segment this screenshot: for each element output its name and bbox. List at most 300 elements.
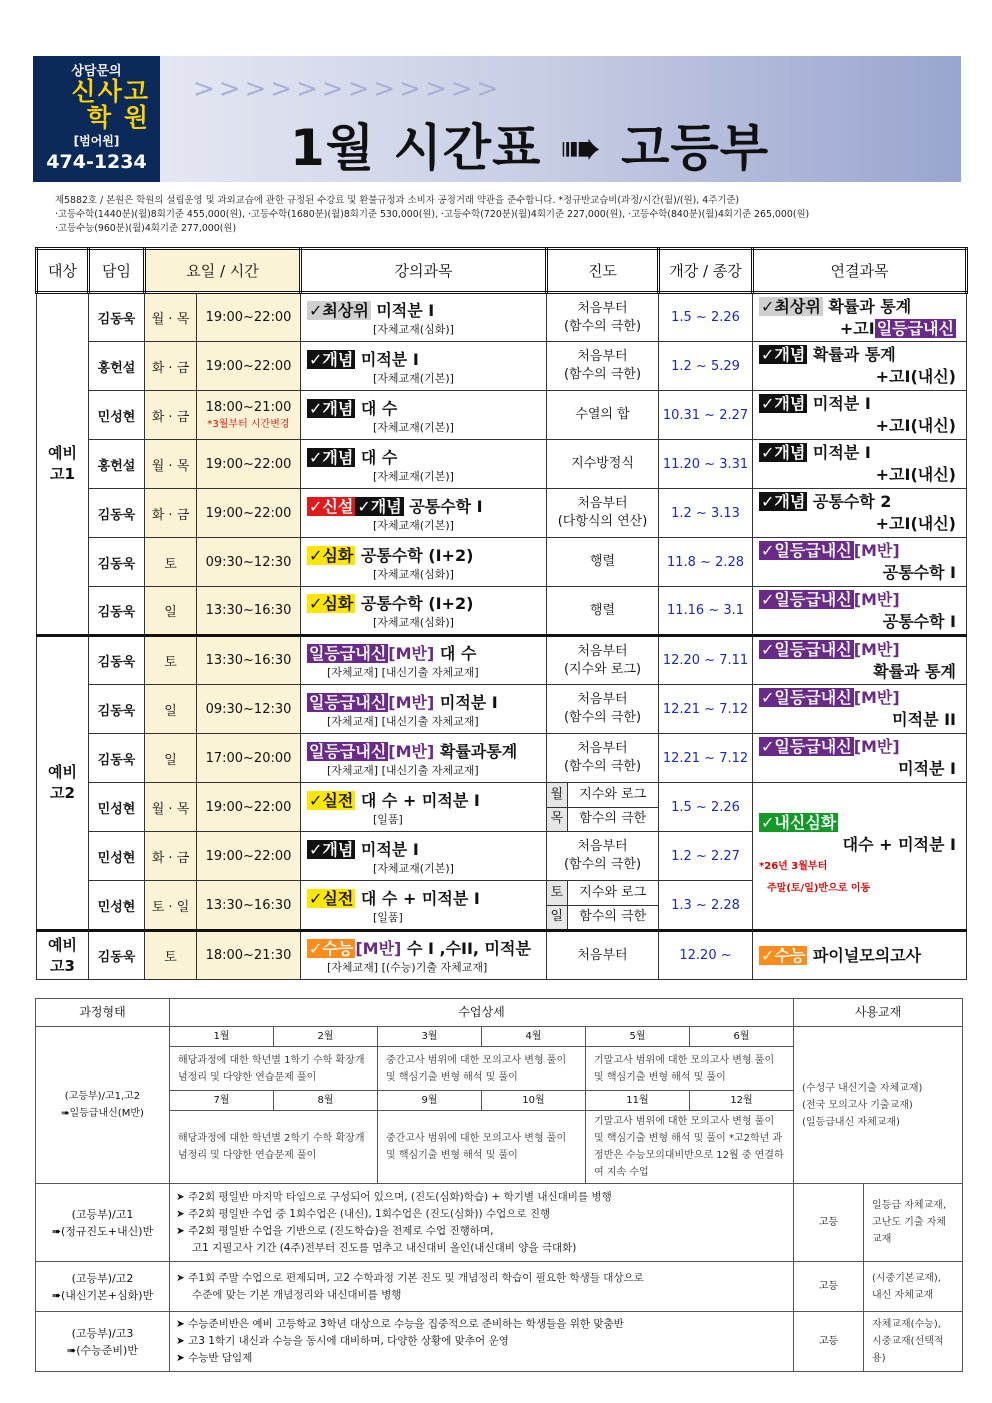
subject-book: [자체교재(심화)] <box>373 616 454 629</box>
teacher: 민성현 <box>89 391 145 440</box>
tag-m: [M반] <box>388 741 435 761</box>
course-name: (고등부)/고2 ➠(내신기본+심화)반 <box>36 1262 170 1312</box>
month: 8월 <box>274 1091 378 1111</box>
header-teacher: 담임 <box>89 249 145 293</box>
schedule-row <box>37 587 967 636</box>
subject-title <box>307 347 546 370</box>
course-level: 고등 <box>794 1312 864 1372</box>
header-subject: 강의과목 <box>301 249 547 293</box>
time-text: 13:30~16:30 <box>205 897 292 913</box>
link-sub-text: 확률과 통계 <box>873 661 956 681</box>
course-name: (고등부)/고3 ➠(수능준비)반 <box>36 1312 170 1372</box>
progress: 수열의 합 <box>547 391 659 440</box>
time <box>197 391 301 440</box>
link-tag: ✓개념 <box>761 492 806 511</box>
notice-line: 제5882호 / 본원은 학원의 설립운영 및 과외교습에 관한 규정된 수강료 및 환불규정과 소비자 공정거래 약관을 준수합니다. *정규반교습비(과정/시간(월)/(원), 4주기준) <box>55 195 740 206</box>
link-tag: ✓개념 <box>761 394 806 413</box>
subject-tag: ✓수능 <box>309 939 354 958</box>
schedule-row <box>37 931 967 980</box>
logo-line2: 신사고 <box>71 77 150 106</box>
link-tag-line <box>759 491 966 513</box>
subject <box>301 734 547 783</box>
dates: 1.3 ~ 2.28 <box>659 881 753 931</box>
link-subject <box>753 587 967 636</box>
day: 화 · 금 <box>145 342 197 391</box>
link-tag-line <box>759 540 966 562</box>
month-detail: 중간고사 범위에 대한 모의고사 변형 풀이 및 핵심기출 변형 해석 및 풀이 <box>378 1047 586 1091</box>
subject-book: [자체교재(기본)] <box>373 420 454 434</box>
progress-text: 지수와 로그 <box>567 783 658 807</box>
schedule-row <box>37 734 967 783</box>
link-tag-line <box>759 442 966 464</box>
header-course-detail: 수업상세 <box>170 999 794 1027</box>
link-sub-text: 미적분 II <box>892 710 956 729</box>
course-name: (고등부)/고1,고2 ➠일등급내신(M반) <box>36 1027 170 1184</box>
link-tag-line <box>759 736 966 758</box>
subject-name: 공통수학 I <box>403 496 483 516</box>
time-text: 17:00~20:00 <box>205 750 292 766</box>
link-sub <box>759 611 966 633</box>
dates: 12.20 ~ 7.11 <box>659 636 753 685</box>
schedule-row <box>37 440 967 489</box>
group-label: 예비 고1 <box>37 293 89 636</box>
subject-book: [자체교재(기본)] <box>373 371 454 385</box>
link-tag: ✓일등급내신 <box>761 737 852 756</box>
time-text: 09:30~12:30 <box>205 701 292 717</box>
link-tag: ✓일등급내신 <box>761 688 852 707</box>
link-tag-line <box>759 344 966 366</box>
time <box>197 783 301 832</box>
month-detail: 해당과정에 대한 학년별 1학기 수학 확장개념정리 및 다양한 연습문제 풀이 <box>170 1047 378 1091</box>
day: 일 <box>145 685 197 734</box>
link-subject <box>753 685 967 734</box>
subject-name: 확률과통계 <box>434 741 518 761</box>
day: 토 <box>145 636 197 685</box>
course-level: 고등 <box>794 1184 864 1262</box>
course-bullets <box>170 1262 794 1312</box>
progress-day: 일 <box>547 905 567 929</box>
subject-book: [자체교재] [내신기출 자체교재] <box>327 763 479 777</box>
month: 11월 <box>586 1091 690 1111</box>
subject <box>301 538 547 587</box>
link-name: 미적분 I <box>807 443 871 462</box>
dates: 12.21 ~ 7.12 <box>659 734 753 783</box>
month: 1월 <box>170 1027 274 1047</box>
dates: 12.20 ~ <box>659 931 753 980</box>
month: 12월 <box>690 1091 794 1111</box>
day: 일 <box>145 587 197 636</box>
subject-name: 미적분 I <box>434 692 498 712</box>
time <box>197 832 301 881</box>
time <box>197 636 301 685</box>
teacher: 김동욱 <box>89 489 145 538</box>
subject <box>301 293 547 342</box>
header-progress: 진도 <box>547 249 659 293</box>
link-sub-text: 미적분 I <box>898 759 956 778</box>
link-name: 파이널모의고사 <box>807 945 922 965</box>
time <box>197 293 301 342</box>
link-tag: ✓일등급내신 <box>761 589 852 609</box>
schedule-row <box>37 783 967 832</box>
time <box>197 440 301 489</box>
dates: 1.5 ~ 2.26 <box>659 783 753 832</box>
subject-title <box>307 591 546 614</box>
bullet: ➤ 수능준비반은 예비 고등학교 3학년 대상으로 수능을 집중적으로 준비하는 학생들을 위한 맞춤반 <box>176 1318 624 1330</box>
month: 4월 <box>482 1027 586 1047</box>
course-bullets <box>170 1184 794 1262</box>
subject <box>301 489 547 538</box>
month: 3월 <box>378 1027 482 1047</box>
link-tag-m: [M반] <box>853 688 900 707</box>
time-text: 13:30~16:30 <box>205 603 292 618</box>
link-sub <box>759 415 966 437</box>
subject-name: 대 수 + 미적분 I <box>355 790 480 810</box>
teacher: 김동욱 <box>89 538 145 587</box>
day: 토 · 일 <box>145 881 197 931</box>
subject-name: 수 I ,수II, 미적분 <box>401 939 531 958</box>
subject-book: [자체교재(기본)] <box>373 518 454 532</box>
progress-day: 목 <box>547 807 567 831</box>
progress: 행렬 <box>547 538 659 587</box>
subject-title <box>307 543 546 566</box>
schedule-row <box>37 391 967 440</box>
subject-tag: 일등급내신 <box>309 741 387 761</box>
day: 토 <box>145 538 197 587</box>
link-tag: ✓일등급내신 <box>761 639 852 659</box>
subject <box>301 783 547 832</box>
link-tag-m: [M반] <box>853 589 900 609</box>
progress: 처음부터 (함수의 극한) <box>547 832 659 881</box>
link-sub <box>759 709 966 731</box>
subject-tag: ✓최상위 <box>309 301 369 320</box>
progress: 처음부터 (함수의 극한) <box>547 342 659 391</box>
progress: 처음부터 <box>547 931 659 980</box>
progress: 처음부터 (함수의 극한) <box>547 734 659 783</box>
link-tag: ✓수능 <box>761 945 806 965</box>
link-subject <box>753 538 967 587</box>
arrows-decoration: >>>>>>>>>>>> <box>193 74 503 104</box>
link-sub-text: 공통수학 I <box>882 611 956 631</box>
link-sub-text: +고I <box>839 318 875 338</box>
dates: 11.16 ~ 3.1 <box>659 587 753 636</box>
time-note: *3월부터 시간변경 <box>207 419 290 430</box>
progress: 지수방정식 <box>547 440 659 489</box>
bullet: ➤ 주1회 주말 수업으로 편제되며, 고2 수학과정 기본 진도 및 개념정리 학습이 필요한 학생들 대상으로 <box>176 1271 644 1284</box>
time-text: 19:00~22:00 <box>205 358 292 374</box>
link-subject <box>753 440 967 489</box>
subject-title <box>307 837 546 860</box>
progress: 처음부터 (함수의 극한) <box>547 293 659 342</box>
time <box>197 931 301 980</box>
schedule-row <box>37 489 967 538</box>
teacher: 민성현 <box>89 783 145 832</box>
day: 일 <box>145 734 197 783</box>
header-course-type: 과정형태 <box>36 999 170 1027</box>
tag-m: [M반] <box>388 692 435 712</box>
link-tag: ✓개념 <box>761 345 806 364</box>
subject-tag: ✓심화 <box>309 545 354 565</box>
progress: 처음부터 (다항식의 연산) <box>547 489 659 538</box>
day: 화 · 금 <box>145 489 197 538</box>
subject-title <box>307 494 546 517</box>
subject <box>301 587 547 636</box>
link-tag-m: [M반] <box>853 737 900 756</box>
teacher: 민성현 <box>89 881 145 931</box>
time <box>197 734 301 783</box>
subject-tag: ✓개념 <box>309 349 354 369</box>
teacher: 김동욱 <box>89 931 145 980</box>
progress <box>547 881 659 931</box>
subject-tag: 일등급내신 <box>309 692 387 712</box>
logo-phone: 474-1234 <box>46 151 147 173</box>
bullet: ➤ 고3 1학기 내신과 수능을 동시에 대비하며, 다양한 상황에 맞추어 운영 <box>176 1335 509 1347</box>
subject-name: 미적분 I <box>355 839 419 859</box>
time-text: 19:00~22:00 <box>205 505 292 521</box>
subject-tag: ✓개념 <box>309 447 354 467</box>
subject <box>301 881 547 931</box>
dates: 1.2 ~ 5.29 <box>659 342 753 391</box>
schedule-row <box>37 538 967 587</box>
link-tag: ✓내신심화 <box>761 813 837 832</box>
textbook: 자체교재(수능), 시중교재(선택적용) <box>864 1312 963 1372</box>
time-text: 13:30~16:30 <box>205 653 292 668</box>
month-detail: 기말고사 범위에 대한 모의고사 변형 풀이 및 핵심기출 변형 해석 및 풀이 *고2학년 과정반은 수능모의대비반으로 12월 중 연결하여 지속 수업 <box>586 1111 794 1184</box>
month: 7월 <box>170 1091 274 1111</box>
dates: 1.2 ~ 3.13 <box>659 489 753 538</box>
progress-text: 지수와 로그 <box>567 881 658 905</box>
teacher: 민성현 <box>89 832 145 881</box>
dates: 1.2 ~ 2.27 <box>659 832 753 881</box>
subject-title <box>307 641 546 664</box>
header-textbook: 사용교재 <box>794 999 963 1027</box>
time-text: 19:00~22:00 <box>205 848 292 864</box>
time-text: 19:00~22:00 <box>205 310 292 325</box>
subject-name: 대 수 <box>355 447 398 467</box>
bullet: ➤ 주2회 평일반 수업 중 1회수업은 (내신), 1회수업은 (진도(심화)) 수업으로 진행 <box>176 1207 551 1220</box>
day: 월 · 목 <box>145 440 197 489</box>
link-sub <box>759 318 966 340</box>
progress <box>547 783 659 832</box>
subject <box>301 931 547 980</box>
teacher: 홍헌설 <box>89 440 145 489</box>
month: 2월 <box>274 1027 378 1047</box>
bullet: 고1 지필고사 기간 (4주)전부터 진도를 멈추고 내신대비 올인(내신대비 양을 극대화) <box>192 1241 577 1254</box>
day: 화 · 금 <box>145 391 197 440</box>
subject-name: 미적분 I <box>370 301 435 320</box>
link-subject <box>753 636 967 685</box>
subject-title <box>307 886 546 909</box>
time <box>197 538 301 587</box>
academy-logo <box>33 56 160 182</box>
link-name: 확률과 통계 <box>807 345 896 364</box>
time <box>197 881 301 931</box>
link-sub-text: +고I(내신) <box>875 367 956 386</box>
dates: 1.5 ~ 2.26 <box>659 293 753 342</box>
day: 월 · 목 <box>145 783 197 832</box>
link-note: 주말(토/일)반으로 이동 <box>767 883 871 894</box>
link-tag-line <box>759 945 966 967</box>
link-tag: ✓개념 <box>761 443 806 462</box>
time-text: 09:30~12:30 <box>205 554 292 570</box>
progress-text: 함수의 극한 <box>579 811 647 827</box>
subject <box>301 440 547 489</box>
notice-line: ·고등수학(1440분)(월)8회기준 455,000(원), ·고등수학(1680분)(월)8회기준 530,000(원), ·고등수학(720분)(월)4회기준 227,000(원), ·고등수학(840분)(월)4회기준 265,000(원) <box>55 209 810 220</box>
time-text: 19:00~22:00 <box>205 799 292 815</box>
subject <box>301 342 547 391</box>
bullet: 수준에 맞는 기본 개념정리와 내신대비를 병행 <box>192 1288 402 1301</box>
subject-book: [자체교재] [내신기출 자체교재] <box>327 714 479 728</box>
fee-notice <box>55 194 955 236</box>
group-label: 예비 고2 <box>37 636 89 931</box>
schedule-row <box>37 685 967 734</box>
subject-tag: ✓실전 <box>309 790 354 810</box>
subject <box>301 636 547 685</box>
teacher: 김동욱 <box>89 293 145 342</box>
subject-book: [자체교재] [(수능)기출 자체교재] <box>327 961 488 974</box>
month: 6월 <box>690 1027 794 1047</box>
subject-title <box>307 396 546 419</box>
progress: 행렬 <box>547 587 659 636</box>
link-sub-text: 공통수학 I <box>882 563 956 582</box>
logo-line3: 학 원 <box>86 103 150 132</box>
textbook: (시중기본교재), 내신 자체교재 <box>864 1262 963 1312</box>
bullet: ➤ 수능반 담임제 <box>176 1352 253 1364</box>
link-sub <box>759 513 966 535</box>
link-subject <box>753 783 967 931</box>
subject-book: [자체교재(기본)] <box>373 861 454 875</box>
link-tag-line <box>759 639 966 661</box>
link-tag-line <box>759 589 966 611</box>
bullet: ➤ 주2회 평일반 마지막 타임으로 구성되어 있으며, (진도(심화)학습) + 학기별 내신대비를 병행 <box>176 1190 612 1203</box>
link-tag-line <box>759 687 966 709</box>
link-sub <box>759 758 966 780</box>
teacher: 김동욱 <box>89 734 145 783</box>
link-sub-tag: 일등급내신 <box>876 318 954 338</box>
time-text: 18:00~21:00 <box>205 400 292 415</box>
month: 9월 <box>378 1091 482 1111</box>
link-tag-line <box>759 296 966 318</box>
dates: 11.20 ~ 3.31 <box>659 440 753 489</box>
header-daytime: 요일 / 시간 <box>145 249 301 293</box>
month-detail: 중간고사 범위에 대한 모의고사 변형 풀이 및 핵심기출 변형 해석 및 풀이 <box>378 1111 586 1184</box>
progress-day: 월 <box>547 783 567 807</box>
time <box>197 489 301 538</box>
teacher: 홍헌설 <box>89 342 145 391</box>
notice-line: ·고등수능(960분)(월)4회기준 277,000(원) <box>55 223 237 234</box>
link-subject <box>753 391 967 440</box>
subject-title <box>307 298 546 321</box>
subject-title <box>307 445 546 468</box>
course-bullets <box>170 1312 794 1372</box>
subject-book: [자체교재(기본)] <box>373 469 454 483</box>
schedule-row <box>37 636 967 685</box>
teacher: 김동욱 <box>89 636 145 685</box>
subject-tag: ✓개념 <box>357 496 402 516</box>
subject-book: [일품] <box>373 812 403 826</box>
link-sub <box>759 562 966 584</box>
textbook: 일등급 자체교재, 고난도 기출 자체교재 <box>864 1184 963 1262</box>
subject-tag: ✓개념 <box>309 839 354 859</box>
textbook: (수성구 내신기출 자체교재) (전국 모의고사 기출교재) (일등급내신 자체교재) <box>794 1027 963 1184</box>
time <box>197 342 301 391</box>
subject-name: 공통수학 (I+2) <box>355 545 474 565</box>
subject-title <box>307 936 546 959</box>
link-sub <box>759 464 966 486</box>
link-sub <box>759 366 966 388</box>
month-detail: 기말고사 범위에 대한 모의고사 변형 풀이 및 핵심기출 변형 해석 및 풀이 <box>586 1047 794 1091</box>
header-target: 대상 <box>37 249 89 293</box>
course-level: 고등 <box>794 1262 864 1312</box>
subject-title <box>307 739 546 762</box>
link-sub-text: +고I(내신) <box>875 465 956 484</box>
schedule-table <box>35 247 968 980</box>
month: 10월 <box>482 1091 586 1111</box>
progress: 처음부터 (함수의 극한) <box>547 685 659 734</box>
teacher: 김동욱 <box>89 685 145 734</box>
subject-title <box>307 788 546 811</box>
course-row <box>36 1312 963 1372</box>
progress-day: 토 <box>547 881 567 905</box>
link-sub-text: +고I(내신) <box>875 514 956 533</box>
subject-tag: ✓개념 <box>309 398 354 418</box>
tag-new: ✓신설 <box>309 496 354 516</box>
link-tag: ✓최상위 <box>761 296 821 316</box>
link-subject <box>753 342 967 391</box>
subject-book: [자체교재(심화)] <box>373 323 454 336</box>
dates: 12.21 ~ 7.12 <box>659 685 753 734</box>
link-tag-line <box>759 393 966 415</box>
subject-name: 미적분 I <box>355 349 419 369</box>
link-tag-m: [M반] <box>853 541 900 560</box>
course-row <box>36 1027 963 1047</box>
subject <box>301 832 547 881</box>
subject-title <box>307 690 546 713</box>
subject-book: [자체교재] [내신기출 자체교재] <box>327 666 479 679</box>
link-subject <box>753 931 967 980</box>
time <box>197 685 301 734</box>
link-name: 대수 + 미적분 I <box>842 835 956 854</box>
link-sub <box>759 661 966 683</box>
month: 5월 <box>586 1027 690 1047</box>
tag-m: [M반] <box>355 939 402 958</box>
progress: 처음부터 (지수와 로그) <box>547 636 659 685</box>
header-link: 연결과목 <box>753 249 967 293</box>
link-tag: ✓일등급내신 <box>761 541 852 560</box>
subject-tag: ✓실전 <box>309 888 354 908</box>
logo-line1: 상담문의 <box>71 64 122 79</box>
link-name: 미적분 I <box>807 394 871 413</box>
teacher: 김동욱 <box>89 587 145 636</box>
link-tag-m: [M반] <box>853 639 900 659</box>
day: 화 · 금 <box>145 832 197 881</box>
schedule-row <box>37 342 967 391</box>
time-text: 19:00~22:00 <box>205 456 292 472</box>
subject-name: 대 수 <box>355 398 398 418</box>
link-tag-line <box>759 812 966 834</box>
subject-name: 대 수 + 미적분 I <box>355 888 480 908</box>
link-name: 확률과 통계 <box>822 296 912 316</box>
page-title: 1월 시간표 ➠ 고등부 <box>290 119 770 177</box>
course-row <box>36 1184 963 1262</box>
course-detail-table <box>35 998 963 1372</box>
course-row <box>36 1262 963 1312</box>
day: 토 <box>145 931 197 980</box>
tag-m: [M반] <box>388 644 435 663</box>
logo-line4: [범어원] <box>73 134 120 148</box>
subject-name: 대 수 <box>434 644 477 663</box>
header-dates: 개강 / 종강 <box>659 249 753 293</box>
link-subject <box>753 734 967 783</box>
